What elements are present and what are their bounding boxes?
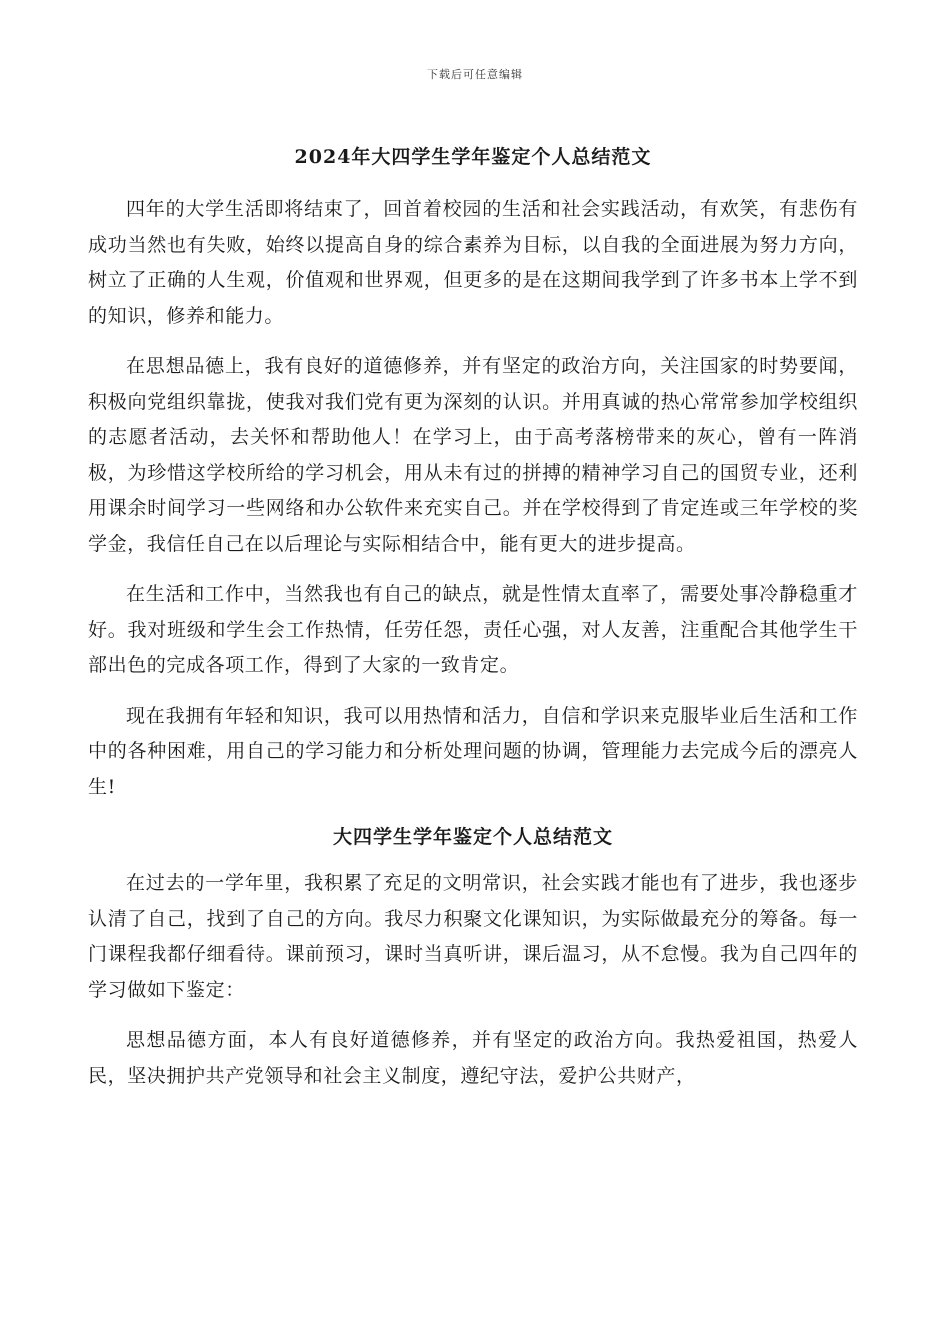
paragraph: 四年的大学生活即将结束了，回首着校园的生活和社会实践活动，有欢笑，有悲伤有成功当然也有失败，始终以提高自身的综合素养为目标，以自我的全面进展为努力方向，树立了正确的人生观，价值观和世界观，但更多的是在这期间我学到了许多书本上学不到的知识，修养和能力。: [88, 198, 858, 327]
paragraph: 在过去的一学年里，我积累了充足的文明常识，社会实践才能也有了进步，我也逐步认清了自己，找到了自己的方向。我尽力积聚文化课知识，为实际做最充分的筹备。每一门课程我都仔细看待。课前预习，课时当真听讲，课后温习，从不怠慢。我为自己四年的学习做如下鉴定：: [88, 872, 858, 1001]
paragraph: 现在我拥有年轻和知识，我可以用热情和活力，自信和学识来克服毕业后生活和工作中的各种困难，用自己的学习能力和分析处理问题的协调，管理能力去完成今后的漂亮人生!: [88, 704, 858, 798]
paragraph: 思想品德方面，本人有良好道德修养，并有坚定的政治方向。我热爱祖国，热爱人民，坚决拥护共产党领导和社会主义制度，遵纪守法，爱护公共财产，: [88, 1029, 858, 1087]
paragraph: 在生活和工作中，当然我也有自己的缺点，就是性情太直率了，需要处事冷静稳重才好。我对班级和学生会工作热情，任劳任怨，责任心强，对人友善，注重配合其他学生干部出色的完成各项工作，得到了大家的一致肯定。: [88, 583, 858, 676]
section-title: 大四学生学年鉴定个人总结范文: [332, 826, 613, 848]
document-body: [88, 140, 858, 1109]
paragraph: 在思想品德上，我有良好的道德修养，并有坚定的政治方向，关注国家的时势要闻，积极向党组织靠拢，使我对我们党有更为深刻的认识。并用真诚的热心常常参加学校组织的志愿者活动，去关怀和帮助他人！在学习上，由于高考落榜带来的灰心，曾有一阵消极，为珍惜这学校所给的学习机会，用从未有过的拼搏的精神学习自己的国贸专业，还利用课余时间学习一些网络和办公软件来充实自己。并在学校得到了肯定连或三年学校的奖学金，我信任自己在以后理论与实际相结合中，能有更大的进步提高。: [88, 355, 858, 555]
header-note: 下载后可任意编辑: [427, 68, 523, 81]
document-title: 2024年大四学生学年鉴定个人总结范文: [294, 146, 652, 168]
